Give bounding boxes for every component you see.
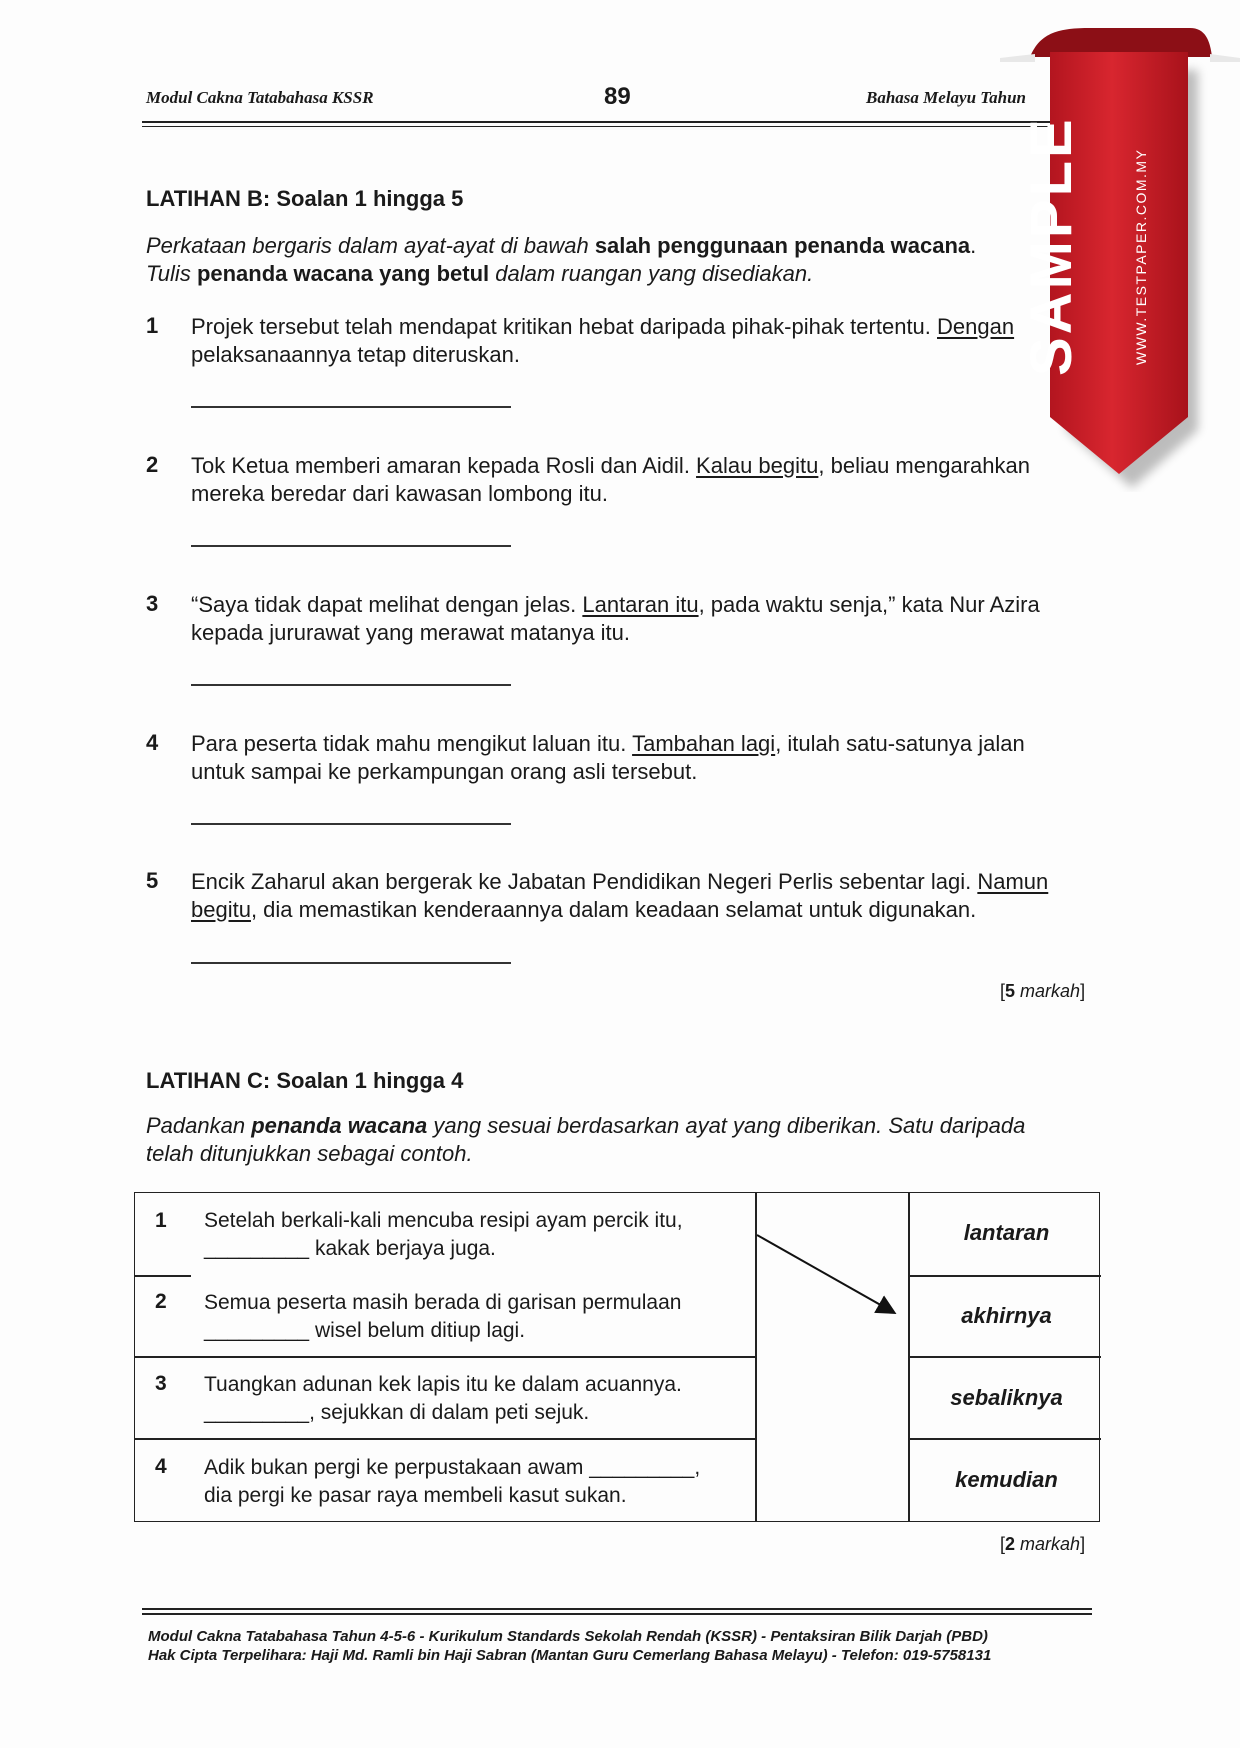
marks-word: markah	[1020, 1534, 1081, 1554]
row-text	[204, 1207, 744, 1263]
question-number: 2	[146, 452, 159, 477]
marks-num: 5	[1005, 981, 1016, 1001]
instr-text: Padankan	[146, 1113, 252, 1138]
answer-line[interactable]	[191, 545, 511, 547]
instr-text: Tulis	[146, 261, 197, 286]
header-rule-thin	[142, 126, 1092, 127]
row-line: Adik bukan pergi ke perpustakaan awam _________,	[204, 1456, 701, 1479]
question-text	[191, 313, 1091, 369]
question-text	[191, 868, 1091, 924]
underlined-word: begitu	[191, 897, 251, 922]
q-text-part: kepada jururawat yang merawat matanya itu.	[191, 620, 631, 645]
underlined-word: Namun	[977, 869, 1049, 894]
section-b-title: LATIHAN B: Soalan 1 hingga 5	[146, 186, 464, 211]
q-text-part: Encik Zaharul akan bergerak ke Jabatan Pendidikan Negeri Perlis sebentar lagi.	[191, 869, 978, 894]
row-number: 3	[155, 1372, 167, 1395]
question-text	[191, 730, 1091, 786]
question-text	[191, 591, 1091, 647]
footer-rule	[142, 1613, 1092, 1615]
instr-bold: penanda wacana	[251, 1113, 428, 1138]
instr-text: .	[970, 233, 977, 258]
row-line: Tuangkan adunan kek lapis itu ke dalam acuannya.	[204, 1373, 682, 1396]
option-sebaliknya[interactable]: sebaliknya	[950, 1385, 1063, 1410]
row-line: _________ kakak berjaya juga.	[204, 1237, 496, 1260]
q-text-part: Tok Ketua memberi amaran kepada Rosli dan Aidil.	[191, 453, 697, 478]
question-number: 4	[146, 730, 159, 755]
row-number: 1	[155, 1209, 167, 1232]
option-akhirnya[interactable]: akhirnya	[961, 1303, 1052, 1328]
row-line: dia pergi ke pasar raya membeli kasut sukan.	[204, 1484, 627, 1507]
answer-line[interactable]	[191, 962, 511, 964]
instr-text: Perkataan bergaris dalam ayat-ayat di bawah	[146, 233, 595, 258]
instr-text: telah ditunjukkan sebagai contoh.	[146, 1141, 473, 1166]
marks-label: [5 markah]	[1000, 981, 1086, 1001]
underlined-word: Tambahan lagi	[632, 731, 776, 756]
instr-text: yang sesuai berdasarkan ayat yang diberikan. Satu daripada	[427, 1113, 1026, 1138]
instr-text: dalam ruangan yang disediakan.	[489, 261, 814, 286]
row-number: 2	[155, 1290, 167, 1313]
q-text-part: “Saya tidak dapat melihat dengan jelas.	[191, 592, 583, 617]
underlined-word: Kalau begitu	[696, 453, 819, 478]
q-text-part: , beliau mengarahkan	[818, 453, 1030, 478]
option-kemudian[interactable]: kemudian	[955, 1467, 1058, 1492]
row-text	[204, 1289, 744, 1345]
option-separator	[908, 1438, 1101, 1440]
header-left-title: Modul Cakna Tatabahasa KSSR	[146, 88, 374, 107]
q-text-part: , itulah satu-satunya jalan	[775, 731, 1025, 756]
row-number: 4	[155, 1455, 167, 1478]
row-line: _________, sejukkan di dalam peti sejuk.	[204, 1401, 590, 1424]
answer-line[interactable]	[191, 823, 511, 825]
marks-num: 2	[1005, 1534, 1016, 1554]
option-separator	[908, 1275, 1101, 1277]
header-right-title: Bahasa Melayu Tahun	[866, 88, 1026, 107]
row-text	[204, 1454, 744, 1510]
question-number: 3	[146, 591, 159, 616]
q-text-part: , pada waktu senja,” kata Nur Azira	[698, 592, 1040, 617]
example-arrow-icon	[755, 1193, 908, 1353]
page-number: 89	[604, 83, 631, 110]
underlined-word: Lantaran itu	[582, 592, 699, 617]
header-rule	[142, 121, 1092, 123]
underlined-word: Dengan	[937, 314, 1015, 339]
instr-bold: penanda wacana yang betul	[196, 261, 490, 286]
instr-bold: salah penggunaan penanda wacana	[594, 233, 971, 258]
row-separator-short	[135, 1275, 191, 1277]
row-line: _________ wisel belum ditiup lagi.	[204, 1319, 526, 1342]
ribbon-sample-text: SAMPLE	[1019, 116, 1084, 376]
answer-line[interactable]	[191, 684, 511, 686]
q-text-part: Projek tersebut telah mendapat kritikan hebat daripada pihak-pihak tertentu.	[191, 314, 938, 339]
q-text-part: mereka beredar dari kawasan lombong itu.	[191, 481, 609, 506]
section-c-instruction	[146, 1112, 1096, 1168]
section-c-title: LATIHAN C: Soalan 1 hingga 4	[146, 1068, 464, 1093]
option-lantaran[interactable]: lantaran	[963, 1220, 1050, 1245]
q-text-part: untuk sampai ke perkampungan orang asli tersebut.	[191, 759, 698, 784]
row-line: Setelah berkali-kali mencuba resipi ayam percik itu,	[204, 1209, 683, 1232]
ribbon-url-text: WWW.TESTPAPER.COM.MY	[1133, 148, 1149, 365]
footer-line-2: Hak Cipta Terpelihara: Haji Md. Ramli bin Haji Sabran (Mantan Guru Cemerlang Bahasa Melayu) - Telefon: 019-5758131	[148, 1647, 992, 1664]
row-line: Semua peserta masih berada di garisan permulaan	[204, 1291, 682, 1314]
footer-rule-thin	[142, 1608, 1092, 1610]
marks-label: [2 markah]	[1000, 1534, 1086, 1554]
row-separator	[135, 1438, 755, 1440]
q-text-part: , dia memastikan kenderaannya dalam keadaan selamat untuk digunakan.	[250, 897, 977, 922]
question-number: 1	[146, 313, 159, 338]
row-separator	[135, 1356, 755, 1358]
matching-table	[134, 1192, 1100, 1522]
marks-word: markah	[1020, 981, 1081, 1001]
q-text-part: pelaksanaannya tetap diteruskan.	[191, 342, 521, 367]
question-text	[191, 452, 1091, 508]
option-separator	[908, 1356, 1101, 1358]
q-text-part: Para peserta tidak mahu mengikut laluan itu.	[191, 731, 633, 756]
footer-line-1: Modul Cakna Tatabahasa Tahun 4-5-6 - Kurikulum Standards Sekolah Rendah (KSSR) - Pentaksiran Bilik Darjah (PBD)	[148, 1628, 988, 1645]
question-number: 5	[146, 868, 159, 893]
row-text	[204, 1371, 744, 1427]
answer-line[interactable]	[191, 406, 511, 408]
section-b-instruction	[146, 232, 1096, 288]
